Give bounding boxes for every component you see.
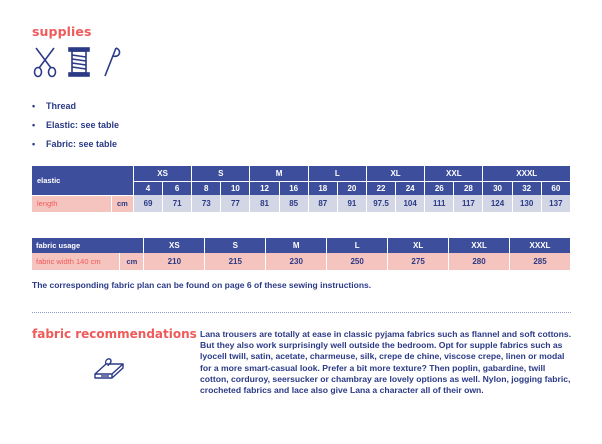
fabric-usage-table bbox=[32, 238, 571, 270]
supplies-title: supplies bbox=[32, 24, 92, 39]
size-header: 20 bbox=[337, 181, 366, 195]
table-cell: 117 bbox=[454, 195, 483, 212]
list-item-label: Fabric: see table bbox=[46, 139, 118, 149]
size-header: 6 bbox=[163, 181, 192, 195]
table-cell: 81 bbox=[250, 195, 279, 212]
table-cell: 130 bbox=[512, 195, 541, 212]
unit-label: cm bbox=[111, 195, 133, 212]
size-group-header: XS bbox=[133, 166, 191, 181]
size-group-header: L bbox=[308, 166, 366, 181]
size-header: 30 bbox=[483, 181, 512, 195]
table-cell: 230 bbox=[266, 253, 327, 270]
table-cell: 73 bbox=[192, 195, 221, 212]
size-header: XL bbox=[388, 238, 449, 253]
elastic-header-label: elastic bbox=[32, 166, 133, 195]
recommendations-text: Lana trousers are totally at ease in classic pyjama fabrics such as flannel and soft cottons. But they also work surprisingly well outside the bedroom. Opt for supple fabrics such as lyocell twill, satin, acetate, charmeuse, silk, crepe de chine, viscose crepe, linen or modal for a more smart-casual look. Prefer a bit more texture? Then poplin, gabardine, twill cotton, corduroy, seersucker or chambray are lovely options as well. Nylon, jogging fabric, crocheted fabrics and lace also give Lana a character all of their own. bbox=[200, 329, 572, 396]
dotted-divider bbox=[32, 312, 571, 313]
table-cell: 137 bbox=[541, 195, 570, 212]
recommendations-title: fabric recommendations bbox=[32, 327, 197, 341]
row-label: length bbox=[32, 195, 111, 212]
list-item: • Thread bbox=[32, 101, 77, 111]
sewing-needle-icon bbox=[100, 46, 122, 78]
supplies-list bbox=[32, 100, 119, 157]
table-cell: 250 bbox=[327, 253, 388, 270]
list-item-label: Elastic: see table bbox=[46, 120, 120, 130]
size-group-header: S bbox=[192, 166, 250, 181]
table-cell: 124 bbox=[483, 195, 512, 212]
unit-label: cm bbox=[120, 253, 144, 270]
supplies-icons bbox=[32, 46, 122, 78]
table-cell: 275 bbox=[388, 253, 449, 270]
size-group-header: XL bbox=[366, 166, 424, 181]
size-header: XS bbox=[144, 238, 205, 253]
size-header: 22 bbox=[366, 181, 395, 195]
size-header: 28 bbox=[454, 181, 483, 195]
table-cell: 280 bbox=[449, 253, 510, 270]
fabric-stack-icon bbox=[92, 356, 126, 388]
size-group-header: XXL bbox=[425, 166, 483, 181]
elastic-table bbox=[32, 166, 571, 212]
list-item: • Elastic: see table bbox=[32, 120, 120, 130]
table-cell: 69 bbox=[133, 195, 162, 212]
fabric-header-label: fabric usage bbox=[32, 238, 144, 253]
table-cell: 87 bbox=[308, 195, 337, 212]
size-header: XXL bbox=[449, 238, 510, 253]
table-cell: 210 bbox=[144, 253, 205, 270]
fabric-plan-note: The corresponding fabric plan can be found on page 6 of these sewing instructions. bbox=[32, 280, 372, 290]
size-header: 60 bbox=[541, 181, 570, 195]
table-cell: 104 bbox=[396, 195, 425, 212]
table-row bbox=[32, 195, 571, 212]
table-cell: 91 bbox=[337, 195, 366, 212]
size-header: 8 bbox=[192, 181, 221, 195]
size-header: 24 bbox=[396, 181, 425, 195]
thread-spool-icon bbox=[66, 46, 92, 78]
size-header: 12 bbox=[250, 181, 279, 195]
size-group-header: M bbox=[250, 166, 308, 181]
size-header: 10 bbox=[221, 181, 250, 195]
table-cell: 111 bbox=[425, 195, 454, 212]
table-row bbox=[32, 253, 571, 270]
list-item-label: Thread bbox=[46, 101, 77, 111]
size-header: 16 bbox=[279, 181, 308, 195]
size-header: XXXL bbox=[510, 238, 571, 253]
table-cell: 85 bbox=[279, 195, 308, 212]
table-cell: 97.5 bbox=[366, 195, 395, 212]
size-header: 32 bbox=[512, 181, 541, 195]
size-header: 26 bbox=[425, 181, 454, 195]
size-header: S bbox=[205, 238, 266, 253]
size-header: L bbox=[327, 238, 388, 253]
size-group-header: XXXL bbox=[483, 166, 571, 181]
scissors-icon bbox=[32, 46, 58, 78]
table-cell: 77 bbox=[221, 195, 250, 212]
size-header: 4 bbox=[133, 181, 162, 195]
list-item: • Fabric: see table bbox=[32, 139, 118, 149]
size-header: M bbox=[266, 238, 327, 253]
row-label: fabric width 140 cm bbox=[32, 253, 120, 270]
table-cell: 285 bbox=[510, 253, 571, 270]
table-cell: 215 bbox=[205, 253, 266, 270]
size-header: 18 bbox=[308, 181, 337, 195]
table-cell: 71 bbox=[163, 195, 192, 212]
